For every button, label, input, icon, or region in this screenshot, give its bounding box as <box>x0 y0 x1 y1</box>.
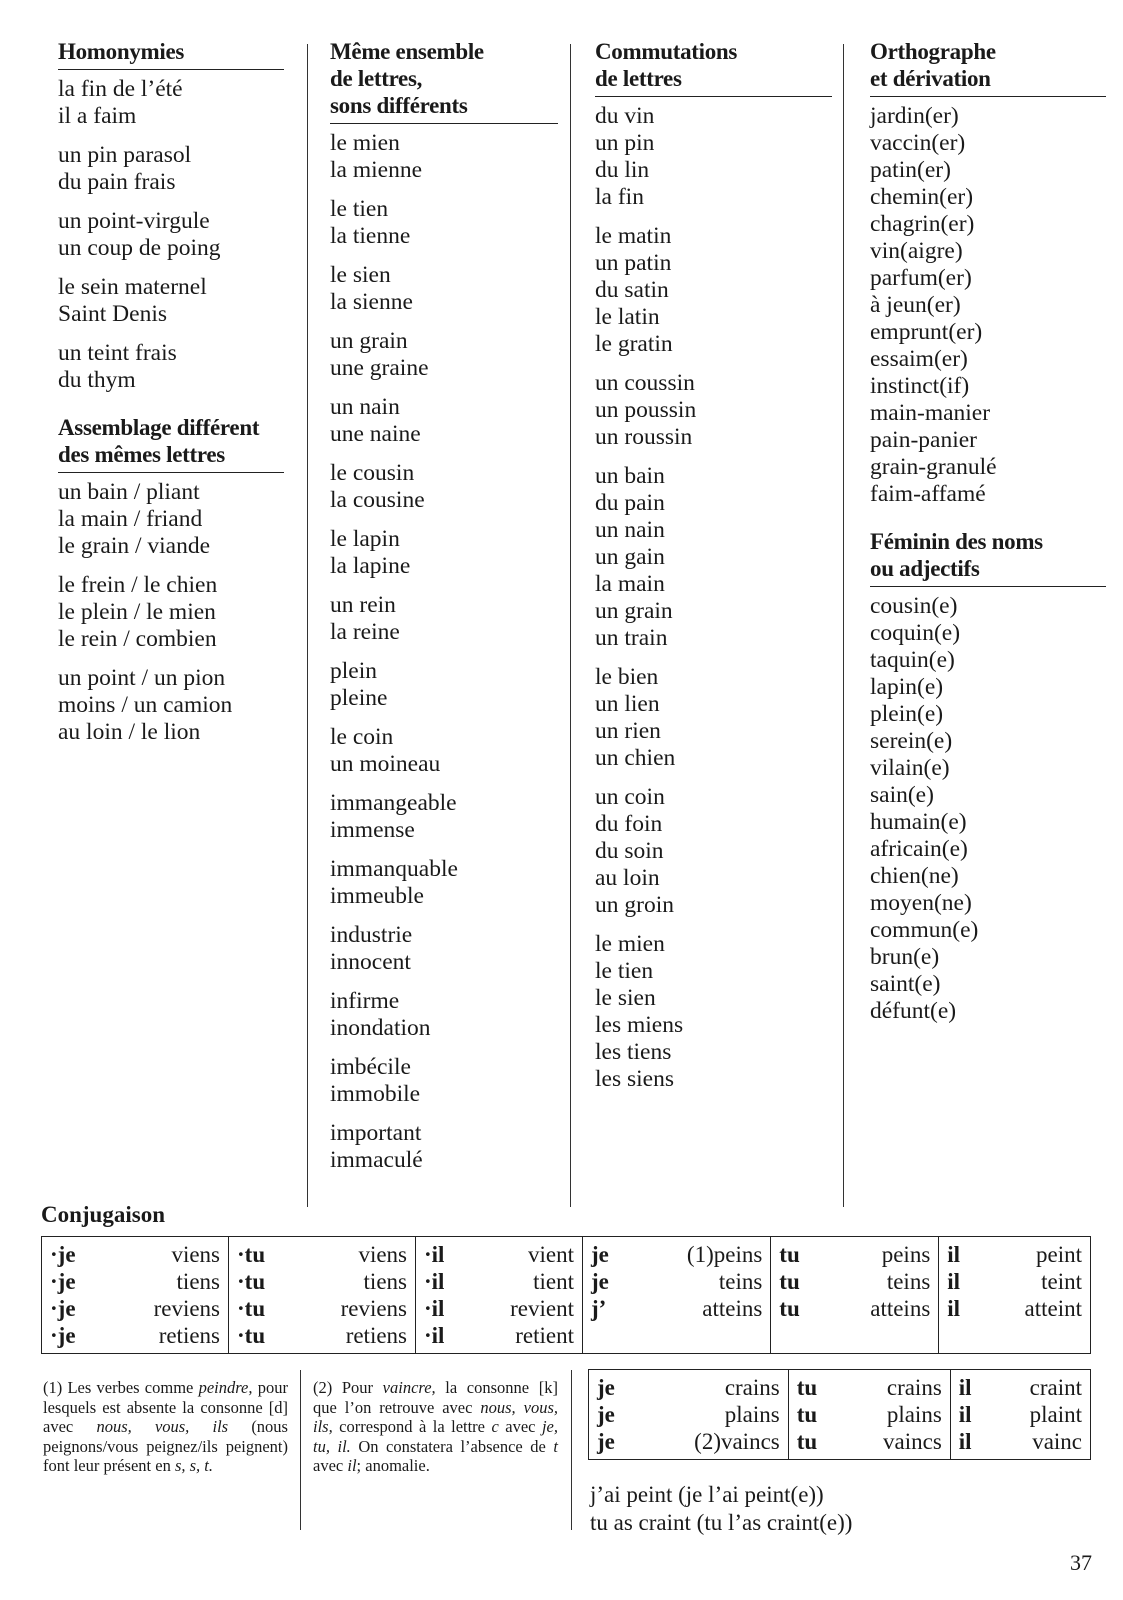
pronoun: tu <box>779 1269 800 1294</box>
word-entry: lapin(e) <box>870 674 944 700</box>
heading-line: Assemblage différent <box>58 415 260 440</box>
column-divider <box>570 44 571 1207</box>
word-group <box>58 665 284 746</box>
word-group <box>330 394 558 448</box>
conjugaison-title: Conjugaison <box>41 1202 165 1227</box>
word-entry: industrie <box>330 922 413 948</box>
heading-line: Commutations <box>595 39 738 64</box>
word-group <box>58 208 284 262</box>
heading-rule <box>595 96 832 97</box>
word-entry: un point-virgule <box>58 208 210 234</box>
heading-line: Même ensemble <box>330 39 484 64</box>
word-entry: main-manier <box>870 400 991 426</box>
word-entry: le grain / viande <box>58 533 211 559</box>
conjugaison-table-bottom <box>588 1369 1091 1460</box>
word-entry: du vin <box>595 103 655 129</box>
verb-form: plains <box>724 1402 780 1427</box>
word-group <box>595 103 832 211</box>
word-entry: immaculé <box>330 1147 423 1173</box>
verb-form: vient <box>528 1242 574 1267</box>
pronoun: il <box>947 1242 961 1267</box>
word-entry: un nain <box>595 517 665 543</box>
word-entry: cousin(e) <box>870 593 958 619</box>
word-entry: un lien <box>595 691 660 717</box>
word-entry: un poussin <box>595 397 697 423</box>
word-entry: jardin(er) <box>870 103 959 129</box>
word-group <box>595 463 832 652</box>
word-group <box>330 1054 558 1108</box>
word-group <box>330 988 558 1042</box>
pronoun: je <box>591 1242 609 1267</box>
footnote-1: (1) Les verbes comme peindre, pour lesquels est absente la consonne [d] avec nous, vous, ils (nous peignons/vous peignez/ils peignent) font leur présent en s, s, t. <box>43 1378 288 1475</box>
word-entry: le matin <box>595 223 672 249</box>
heading-line: de lettres <box>595 66 682 91</box>
word-entry: le frein / le chien <box>58 572 218 598</box>
word-entry: imbécile <box>330 1054 411 1080</box>
word-entry: le sien <box>595 985 656 1011</box>
word-group <box>58 572 284 653</box>
word-entry: un coussin <box>595 370 695 396</box>
conjugaison-table-top <box>41 1236 1091 1354</box>
verb-form: peins <box>881 1242 931 1267</box>
verb-form: atteins <box>702 1296 763 1321</box>
column-divider <box>307 44 308 1207</box>
section-heading <box>870 38 1106 92</box>
verb-form: crains <box>886 1375 942 1400</box>
word-entry: vilain(e) <box>870 755 950 781</box>
heading-line: et dérivation <box>870 66 991 91</box>
column-1 <box>58 38 284 758</box>
word-entry: la tienne <box>330 223 411 249</box>
word-entry: la cousine <box>330 487 425 513</box>
word-entry: un bain <box>595 463 665 489</box>
verb-form: reviens <box>153 1296 220 1321</box>
word-entry: un coin <box>595 784 665 810</box>
section-heading <box>330 38 558 119</box>
verb-form: plains <box>886 1402 942 1427</box>
word-entry: un chien <box>595 745 676 771</box>
word-entry: infirme <box>330 988 400 1014</box>
pronoun: tu <box>779 1242 800 1267</box>
word-group <box>595 223 832 358</box>
heading-rule <box>330 123 558 124</box>
word-entry: un pin parasol <box>58 142 192 168</box>
word-entry: à jeun(er) <box>870 292 961 318</box>
verb-form: tiens <box>176 1269 220 1294</box>
word-entry: les siens <box>595 1066 674 1092</box>
word-entry: immangeable <box>330 790 457 816</box>
word-entry: pain-panier <box>870 427 978 453</box>
verb-form: teins <box>718 1269 763 1294</box>
section-heading <box>870 528 1106 582</box>
word-group <box>58 479 284 560</box>
word-entry: un point / un pion <box>58 665 226 691</box>
word-entry: Saint Denis <box>58 301 168 327</box>
verb-form: retiens <box>158 1323 220 1348</box>
pronoun: ·je <box>50 1269 76 1294</box>
word-group <box>58 142 284 196</box>
word-group <box>330 724 558 778</box>
word-group <box>330 1120 558 1174</box>
heading-rule <box>58 472 284 473</box>
word-entry: la mienne <box>330 157 423 183</box>
verb-form: atteint <box>1024 1296 1082 1321</box>
word-entry: un rein <box>330 592 396 618</box>
word-entry: il a faim <box>58 103 137 129</box>
word-group <box>58 340 284 394</box>
pronoun: ·je <box>50 1296 76 1321</box>
word-group <box>330 658 558 712</box>
pronoun: il <box>958 1402 972 1427</box>
heading-rule <box>870 586 1106 587</box>
heading-line: Homonymies <box>58 39 185 64</box>
word-entry: humain(e) <box>870 809 967 835</box>
word-entry: les miens <box>595 1012 684 1038</box>
word-entry: saint(e) <box>870 971 941 997</box>
word-entry: le coin <box>330 724 394 750</box>
section-heading <box>58 414 284 468</box>
word-entry: du pain <box>595 490 665 516</box>
word-group <box>330 592 558 646</box>
word-entry: moins / un camion <box>58 692 233 718</box>
word-group <box>330 328 558 382</box>
word-entry: vin(aigre) <box>870 238 963 264</box>
example-line: j’ai peint (je l’ai peint(e)) <box>590 1482 824 1507</box>
conjugaison-cell <box>788 1370 950 1460</box>
heading-line: des mêmes lettres <box>58 442 225 467</box>
word-entry: patin(er) <box>870 157 951 183</box>
pronoun: ·tu <box>237 1296 266 1321</box>
word-entry: la main <box>595 571 665 597</box>
word-entry: la fin <box>595 184 644 210</box>
verb-form: peint <box>1036 1242 1082 1267</box>
word-entry: un nain <box>330 394 400 420</box>
word-entry: coquin(e) <box>870 620 961 646</box>
verb-form: plaint <box>1029 1402 1082 1427</box>
column-4 <box>870 38 1106 1037</box>
word-entry: la lapine <box>330 553 411 579</box>
word-group <box>870 593 1106 1025</box>
word-entry: le mien <box>595 931 665 957</box>
pronoun: ·il <box>424 1242 445 1267</box>
word-group <box>595 784 832 919</box>
heading-line: de lettres, <box>330 66 423 91</box>
word-entry: au loin / le lion <box>58 719 201 745</box>
word-entry: un pin <box>595 130 655 156</box>
word-group <box>330 790 558 844</box>
word-entry: un groin <box>595 892 674 918</box>
verb-form: atteins <box>870 1296 931 1321</box>
pronoun: il <box>958 1429 972 1454</box>
footnote-2: (2) Pour vaincre, la consonne [k] que l’on retrouve avec nous, vous, ils, correspond à la lettre c avec je, tu, il. On constatera l’absence de t avec il; anomalie. <box>313 1378 559 1475</box>
pronoun: il <box>947 1269 961 1294</box>
heading-line: sons différents <box>330 93 468 118</box>
word-group <box>330 196 558 250</box>
word-entry: inondation <box>330 1015 431 1041</box>
word-entry: plein <box>330 658 377 684</box>
word-entry: le lapin <box>330 526 400 552</box>
word-entry: la main / friand <box>58 506 203 532</box>
pronoun: j’ <box>591 1296 607 1321</box>
word-entry: un grain <box>330 328 408 354</box>
column-2 <box>330 38 558 1186</box>
word-entry: un patin <box>595 250 672 276</box>
word-entry: le cousin <box>330 460 415 486</box>
verb-form: tient <box>533 1269 574 1294</box>
verb-form: vaincs <box>883 1429 942 1454</box>
verb-form: craint <box>1029 1375 1082 1400</box>
word-entry: chagrin(er) <box>870 211 975 237</box>
word-group <box>330 922 558 976</box>
pronoun: ·il <box>424 1269 445 1294</box>
conjugaison-cell <box>583 1237 771 1354</box>
word-entry: innocent <box>330 949 411 975</box>
word-entry: la fin de l’été <box>58 76 183 102</box>
word-entry: le tien <box>595 958 654 984</box>
column-divider <box>843 44 844 1207</box>
pronoun: ·tu <box>237 1242 266 1267</box>
pronoun: ·tu <box>237 1269 266 1294</box>
pronoun: ·tu <box>237 1323 266 1348</box>
word-entry: un teint frais <box>58 340 177 366</box>
verb-form: viens <box>171 1242 220 1267</box>
heading-line: Féminin des noms <box>870 529 1043 554</box>
word-entry: au loin <box>595 865 660 891</box>
verb-form: teins <box>886 1269 931 1294</box>
word-entry: immeuble <box>330 883 424 909</box>
word-group <box>330 130 558 184</box>
pronoun: je <box>597 1429 615 1454</box>
word-entry: chien(ne) <box>870 863 959 889</box>
word-entry: brun(e) <box>870 944 940 970</box>
footnote-divider <box>571 1370 572 1530</box>
word-group <box>595 370 832 451</box>
word-entry: plein(e) <box>870 701 944 727</box>
word-group <box>58 76 284 130</box>
word-entry: un grain <box>595 598 673 624</box>
verb-form: (2)vaincs <box>694 1429 780 1454</box>
word-entry: la reine <box>330 619 400 645</box>
examples <box>590 1481 852 1537</box>
word-entry: immanquable <box>330 856 458 882</box>
word-entry: parfum(er) <box>870 265 972 291</box>
heading-line: ou adjectifs <box>870 556 980 581</box>
conjugaison-cell <box>771 1237 939 1354</box>
word-entry: essaim(er) <box>870 346 968 372</box>
pronoun: ·je <box>50 1323 76 1348</box>
verb-form: crains <box>724 1375 780 1400</box>
word-entry: les tiens <box>595 1039 672 1065</box>
word-entry: un coup de poing <box>58 235 221 261</box>
word-entry: grain-granulé <box>870 454 997 480</box>
word-entry: sain(e) <box>870 782 934 808</box>
word-entry: défunt(e) <box>870 998 957 1024</box>
conjugaison-cell <box>589 1370 789 1460</box>
word-group <box>330 856 558 910</box>
word-entry: faim-affamé <box>870 481 986 507</box>
word-entry: du satin <box>595 277 669 303</box>
word-entry: commun(e) <box>870 917 979 943</box>
word-entry: taquin(e) <box>870 647 955 673</box>
verb-form: viens <box>358 1242 407 1267</box>
verb-form: reviens <box>340 1296 407 1321</box>
word-entry: une graine <box>330 355 429 381</box>
word-group <box>595 931 832 1093</box>
word-entry: le gratin <box>595 331 673 357</box>
word-group <box>330 460 558 514</box>
verb-form: retiens <box>345 1323 407 1348</box>
pronoun: je <box>597 1402 615 1427</box>
word-group <box>330 526 558 580</box>
section-heading <box>58 38 284 65</box>
word-entry: le plein / le mien <box>58 599 216 625</box>
word-entry: serein(e) <box>870 728 953 754</box>
word-entry: chemin(er) <box>870 184 974 210</box>
verb-form: revient <box>510 1296 574 1321</box>
pronoun: tu <box>796 1402 818 1427</box>
footnote-divider <box>300 1370 301 1530</box>
word-group <box>330 262 558 316</box>
word-entry: un moineau <box>330 751 441 777</box>
word-entry: une naine <box>330 421 421 447</box>
word-entry: la sienne <box>330 289 413 315</box>
conjugaison-cell <box>950 1370 1090 1460</box>
pronoun: ·je <box>50 1242 76 1267</box>
word-entry: immobile <box>330 1081 421 1107</box>
word-entry: le bien <box>595 664 659 690</box>
verb-form: teint <box>1041 1269 1082 1294</box>
pronoun: il <box>958 1375 972 1400</box>
heading-rule <box>58 69 284 70</box>
word-entry: du pain frais <box>58 169 176 195</box>
conjugaison-cell <box>42 1237 229 1354</box>
verb-form: (1)peins <box>686 1242 763 1267</box>
word-entry: moyen(ne) <box>870 890 972 916</box>
word-group <box>58 274 284 328</box>
word-entry: un gain <box>595 544 665 570</box>
word-entry: un train <box>595 625 668 651</box>
word-entry: le tien <box>330 196 389 222</box>
pronoun: tu <box>796 1375 818 1400</box>
word-entry: du soin <box>595 838 664 864</box>
word-entry: le mien <box>330 130 400 156</box>
conjugaison-cell <box>939 1237 1091 1354</box>
word-entry: pleine <box>330 685 388 711</box>
word-entry: un rien <box>595 718 661 744</box>
pronoun: ·il <box>424 1323 445 1348</box>
word-group <box>595 664 832 772</box>
word-group <box>870 103 1106 508</box>
pronoun: il <box>947 1296 961 1321</box>
word-entry: emprunt(er) <box>870 319 983 345</box>
word-entry: du foin <box>595 811 663 837</box>
word-entry: instinct(if) <box>870 373 970 399</box>
pronoun: tu <box>796 1429 818 1454</box>
column-3 <box>595 38 832 1105</box>
word-entry: le rein / combien <box>58 626 217 652</box>
word-entry: le latin <box>595 304 660 330</box>
verb-form: retient <box>515 1323 574 1348</box>
verb-form: vainc <box>1032 1429 1082 1454</box>
example-line: tu as craint (tu l’as craint(e)) <box>590 1510 853 1535</box>
word-entry: un bain / pliant <box>58 479 200 505</box>
word-entry: le sien <box>330 262 391 288</box>
conjugaison-cell <box>416 1237 583 1354</box>
conjugaison-cell <box>229 1237 416 1354</box>
section-heading <box>595 38 832 92</box>
pronoun: ·il <box>424 1296 445 1321</box>
pronoun: je <box>591 1269 609 1294</box>
pronoun: tu <box>779 1296 800 1321</box>
word-entry: africain(e) <box>870 836 968 862</box>
word-entry: important <box>330 1120 422 1146</box>
heading-rule <box>870 96 1106 97</box>
word-entry: du lin <box>595 157 650 183</box>
word-entry: du thym <box>58 367 136 393</box>
verb-form: tiens <box>363 1269 407 1294</box>
word-entry: immense <box>330 817 415 843</box>
word-entry: le sein maternel <box>58 274 207 300</box>
word-entry: vaccin(er) <box>870 130 966 156</box>
page-number: 37 <box>1070 1550 1092 1575</box>
word-entry: un roussin <box>595 424 693 450</box>
pronoun: je <box>597 1375 615 1400</box>
heading-line: Orthographe <box>870 39 996 64</box>
